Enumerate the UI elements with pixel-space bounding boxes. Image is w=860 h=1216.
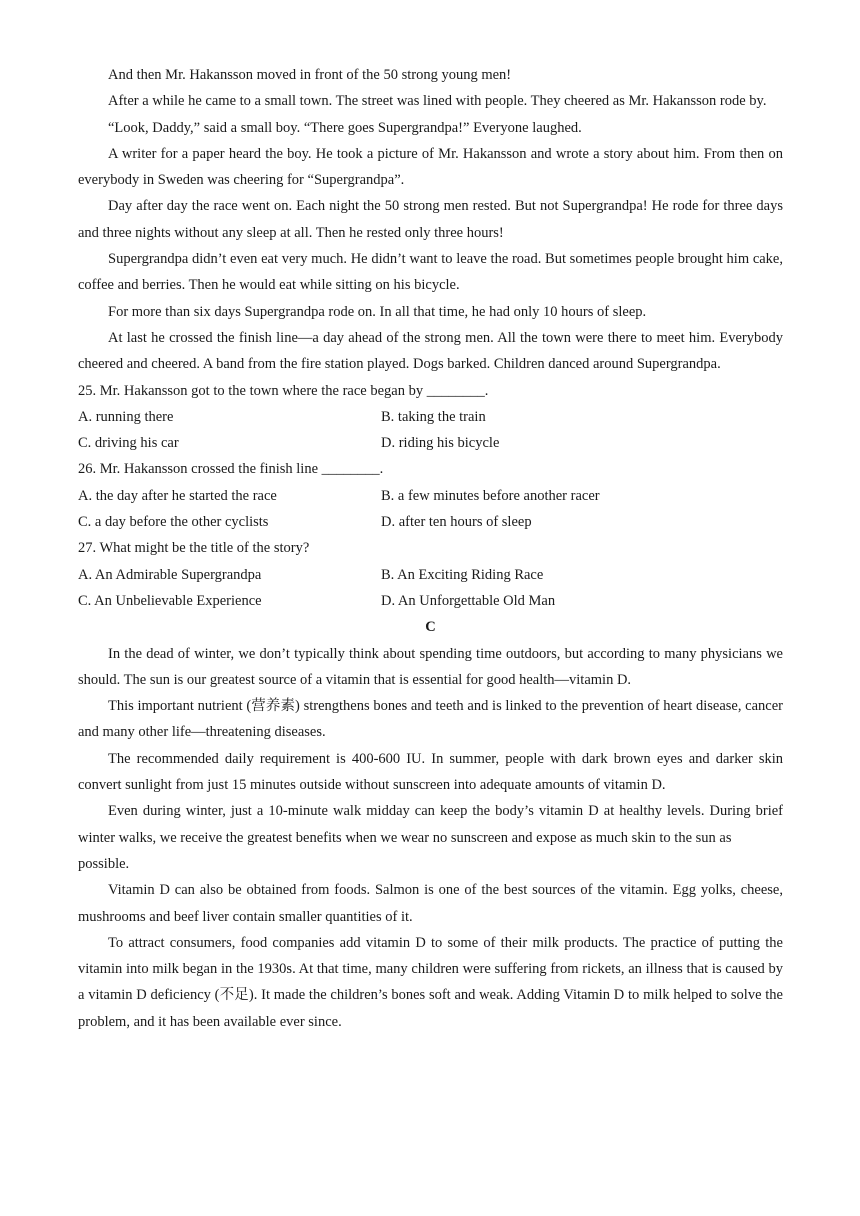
option-a: A. the day after he started the race bbox=[78, 487, 277, 504]
question-stem: 25. Mr. Hakansson got to the town where the race began by ________. bbox=[78, 382, 489, 399]
paragraph: “Look, Daddy,” said a small boy. “There goes Supergrandpa!” Everyone laughed. bbox=[108, 119, 582, 136]
paragraph: To attract consumers, food companies add vitamin D to some of their milk products. The practice of putting the vitamin into milk began in the 1930s. At that time, many children were suffering from rickets, an illness that is caused by a vitamin D deficiency (不足). It made the children’s bones soft and weak. Adding Vitamin D to milk helped to solve the problem, and it has been available ever since. bbox=[78, 934, 783, 1030]
question-26 bbox=[78, 456, 783, 535]
paragraph: Day after day the race went on. Each night the 50 strong men rested. But not Supergrandpa! He rode for three days and three nights without any sleep at all. Then he rested only three hours! bbox=[78, 198, 783, 241]
paragraph: At last he crossed the finish line—a day ahead of the strong men. All the town were there to meet him. Everybody cheered and cheered. A band from the fire station played. Dogs barked. Children danced around Supergrandpa. bbox=[78, 329, 783, 373]
question-stem: 26. Mr. Hakansson crossed the finish line ________. bbox=[78, 461, 384, 478]
option-a: A. running there bbox=[78, 408, 174, 425]
option-row bbox=[78, 430, 783, 456]
paragraph: And then Mr. Hakansson moved in front of the 50 strong young men! bbox=[108, 67, 512, 83]
question-stem: 27. What might be the title of the story? bbox=[78, 540, 310, 557]
option-d: D. riding his bicycle bbox=[381, 435, 500, 452]
option-row bbox=[78, 509, 783, 535]
paragraph: A writer for a paper heard the boy. He took a picture of Mr. Hakansson and wrote a story about him. From then on everybody in Sweden was cheering for “Supergrandpa”. bbox=[78, 145, 783, 189]
option-row bbox=[78, 588, 783, 614]
option-row bbox=[78, 404, 783, 430]
paragraph: This important nutrient (营养素) strengthens bones and teeth and is linked to the prevention of heart disease, cancer and many other life—threatening diseases. bbox=[78, 698, 783, 741]
paragraph: In the dead of winter, we don’t typically think about spending time outdoors, but according to many physicians we should. The sun is our greatest source of a vitamin that is essential for good health—vitamin D. bbox=[78, 645, 783, 688]
passage-c bbox=[78, 641, 783, 1035]
option-a: A. An Admirable Supergrandpa bbox=[78, 566, 262, 583]
option-b: B. a few minutes before another racer bbox=[381, 487, 600, 504]
option-c: C. driving his car bbox=[78, 435, 179, 452]
paragraph: The recommended daily requirement is 400-600 IU. In summer, people with dark brown eyes and darker skin convert sunlight from just 15 minutes outside without sunscreen into adequate amounts of vitamin D. bbox=[78, 750, 783, 794]
question-25 bbox=[78, 378, 783, 457]
paragraph: Even during winter, just a 10-minute walk midday can keep the body’s vitamin D at healthy levels. During brief winter walks, we receive the greatest benefits when we wear no sunscreen and expose as much skin to the sun as bbox=[78, 803, 783, 846]
option-d: D. after ten hours of sleep bbox=[381, 514, 532, 531]
paragraph-continuation: possible. bbox=[78, 855, 130, 872]
paragraph: After a while he came to a small town. The street was lined with people. They cheered as Mr. Hakansson rode by. bbox=[108, 93, 767, 110]
option-c: C. a day before the other cyclists bbox=[78, 514, 269, 531]
option-row bbox=[78, 562, 783, 588]
section-heading: C bbox=[425, 619, 436, 636]
option-row bbox=[78, 483, 783, 509]
paragraph: Supergrandpa didn’t even eat very much. He didn’t want to leave the road. But sometimes people brought him cake, coffee and berries. Then he would eat while sitting on his bicycle. bbox=[78, 251, 783, 294]
option-b: B. An Exciting Riding Race bbox=[381, 566, 544, 583]
passage-b bbox=[78, 62, 783, 378]
document-page bbox=[78, 62, 783, 1035]
option-c: C. An Unbelievable Experience bbox=[78, 592, 262, 609]
paragraph: Vitamin D can also be obtained from foods. Salmon is one of the best sources of the vitamin. Egg yolks, cheese, mushrooms and beef liver contain smaller quantities of it. bbox=[78, 882, 783, 925]
option-d: D. An Unforgettable Old Man bbox=[381, 592, 556, 609]
option-b: B. taking the train bbox=[381, 408, 486, 425]
paragraph: For more than six days Supergrandpa rode on. In all that time, he had only 10 hours of sleep. bbox=[108, 303, 647, 320]
question-27 bbox=[78, 535, 783, 614]
